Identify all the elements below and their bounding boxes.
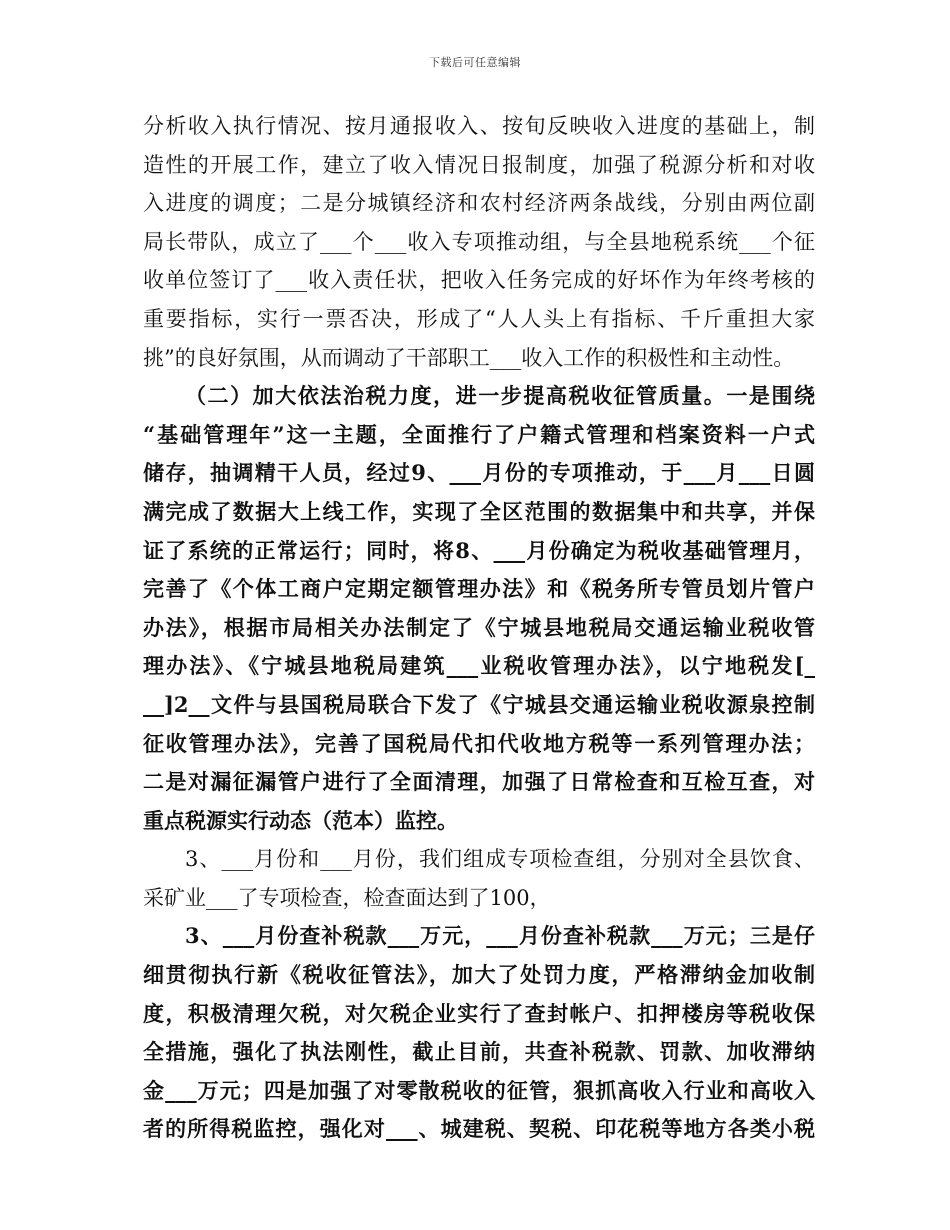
paragraph-line: 理办法》、《宁城县地税局建筑___业税收管理办法》，以宁地税发[_ (143, 653, 815, 679)
paragraph-line: 重点税源实行动态（范本）监控。 (143, 807, 458, 833)
paragraph-line: 金___万元；四是加强了对零散税收的征管，狠抓高收入行业和高收入 (143, 1077, 815, 1103)
page-header: 下载后可任意编辑 (429, 56, 521, 69)
paragraph-line: 入进度的调度；二是分城镇经济和农村经济两条战线，分别由两位副 (143, 191, 815, 216)
paragraph-line: “基础管理年”这一主题，全面推行了户籍式管理和档案资料一户式 (143, 421, 815, 447)
paragraph-line: 3、___月份查补税款___万元，___月份查补税款___万元；三是仔 (185, 923, 815, 949)
paragraph-line: 者的所得税监控，强化对___、城建税、契税、印花税等地方各类小税 (143, 1116, 815, 1142)
paragraph-4 (143, 917, 815, 1149)
paragraph-line: 满完成了数据大上线工作，实现了全区范围的数据集中和共享，并保 (143, 498, 815, 524)
paragraph-line: 重要指标，实行一票否决，形成了“人人头上有指标、千斤重担大家 (143, 306, 815, 331)
paragraph-line: 细贯彻执行新《税收征管法》，加大了处罚力度，严格滞纳金加收制 (143, 962, 815, 988)
document-body (143, 107, 815, 1149)
paragraph-1 (143, 107, 815, 377)
paragraph-line: 全措施，强化了执法刚性，截止目前，共查补税款、罚款、加收滞纳 (143, 1039, 815, 1065)
paragraph-line: 完善了《个体工商户定期定额管理办法》和《税务所专管员划片管户 (143, 576, 815, 602)
paragraph-3 (143, 840, 815, 917)
paragraph-line: 分析收入执行情况、按月通报收入、按旬反映收入进度的基础上，制 (143, 114, 815, 138)
paragraph-line: 造性的开展工作，建立了收入情况日报制度，加强了税源分析和对收 (143, 152, 815, 177)
paragraph-line: 收单位签订了___收入责任状，把收入任务完成的好坏作为年终考核的 (143, 268, 815, 293)
paragraph-line: 度，积极清理欠税，对欠税企业实行了查封帐户、扣押楼房等税收保 (143, 1000, 815, 1026)
paragraph-line: 挑”的良好氛围，从而调动了干部职工___收入工作的积极性和主动性。 (143, 345, 795, 370)
paragraph-line: 3、___月份和___月份，我们组成专项检查组，分别对全县饮食、 (185, 847, 815, 872)
paragraph-line: 证了系统的正常运行；同时，将8、___月份确定为税收基础管理月， (143, 537, 815, 563)
paragraph-line: 局长带队，成立了___个___收入专项推动组，与全县地税系统___个征 (143, 229, 815, 254)
paragraph-line: 二是对漏征漏管户进行了全面清理，加强了日常检查和互检互查，对 (143, 769, 815, 795)
paragraph-line: 办法》，根据市局相关办法制定了《宁城县地税局交通运输业税收管 (143, 614, 815, 640)
paragraph-line: 储存，抽调精干人员，经过9、___月份的专项推动，于___月___日圆 (143, 460, 815, 486)
paragraph-line: （二）加大依法治税力度，进一步提高税收征管质量。一是围绕 (185, 383, 815, 409)
paragraph-2 (143, 377, 815, 840)
paragraph-line: __]2__文件与县国税局联合下发了《宁城县交通运输业税收源泉控制 (143, 691, 815, 717)
paragraph-line: 征收管理办法》，完善了国税局代扣代收地方税等一系列管理办法； (143, 730, 815, 756)
paragraph-line: 采矿业___了专项检查，检查面达到了100， (143, 885, 551, 910)
